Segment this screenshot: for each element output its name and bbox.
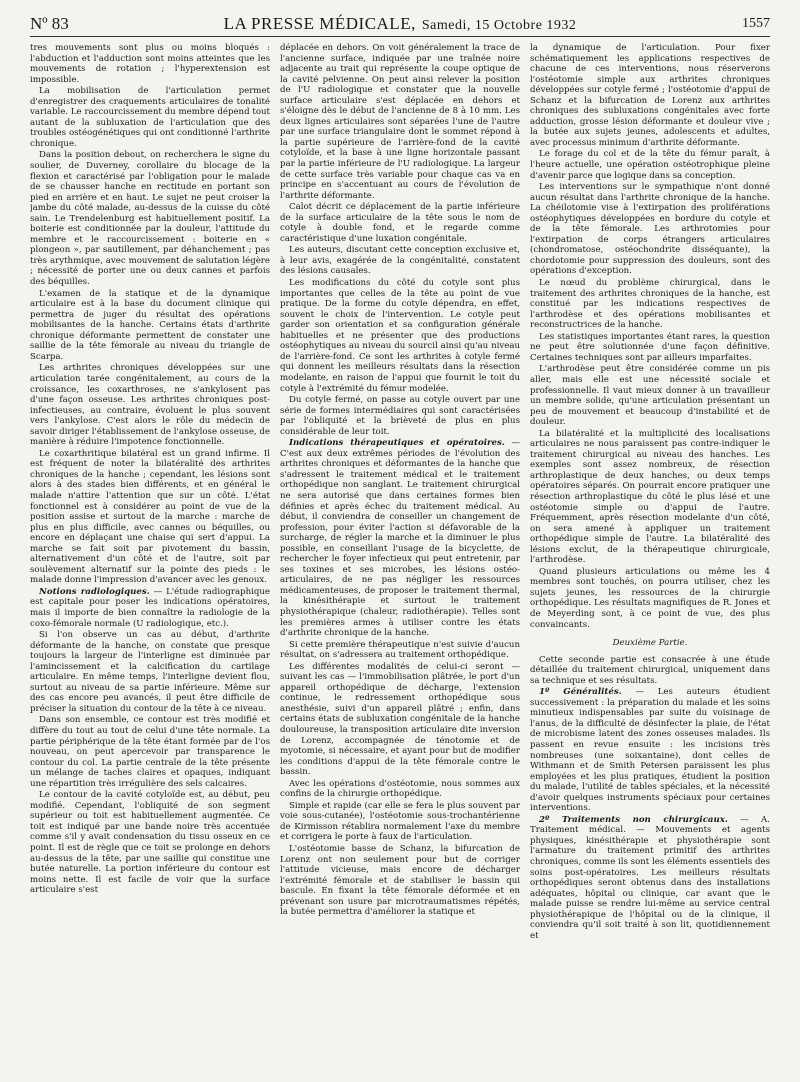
paragraph: Si l'on observe un cas au début, d'arthrite déformante de la hanche, on constate que presque toujours la largeur de l'interligne est diminuée par l'amincissement et la calcification du cartilage articulaire. En même temps, l'interligne devient flou, surtout au niveau de sa partie inférieure. Même sur des cas encore peu avancés, il peut être difficile de préciser la situation du contour de la tête à ce niveau.	[30, 630, 270, 714]
paragraph: Les interventions sur le sympathique n'ont donné aucun résultat dans l'arthrite chronique de la hanche. La chéilotomie vise à l'extirpation des proliférations ostéophytiques développées en bordure du cotyle et de la tête fémorale. Les arthrotomies pour l'extirpation de corps étrangers articulaires (chondromatose, ostéochondrite disséquante), la chordotomie pour suppression des douleurs, sont des opérations d'exception.	[530, 182, 770, 277]
column-middle	[280, 43, 520, 1073]
paragraph: Calot décrit ce déplacement de la partie inférieure de la surface articulaire de la tête sous le nom de cotyle à double fond, et le regarde comme caractéristique d'une luxation congénitale.	[280, 202, 520, 244]
paragraph: Le coxarthritique bilatéral est un grand infirme. Il est fréquent de noter la bilatéralité des arthrites chroniques de la hanche ; cependant, les lésions sont alors à des stades bien différents, et en général le malade n'attire l'attention que sur un côté. L'état fonctionnel est à considérer au point de vue de la position assise et surtout de la marche : marche de plus en plus difficile, avec cannes ou béquilles, ou encore en déplaçant une chaise qui sert d'appui. La marche se fait soit par pivotement du bassin, alternativement d'un côté et de l'autre, soit par soulèvement alternatif sur la pointe des pieds : le malade donne l'impression d'avancer avec les genoux.	[30, 448, 270, 586]
paragraph: Les modifications du côté du cotyle sont plus importantes que celles de la tête au point de vue pratique. De la forme du cotyle dépendra, en effet, souvent le choix de l'intervention. Le cotyle peut garder son orientation et sa configuration générale habituelles et ne présenter que des productions ostéophytiques au niveau du sourcil ainsi qu'au niveau de l'arrière-fond. Ce sont les arthrites à cotyle fermé qui donnent les meilleurs résultats dans la résection modelante, en raison de l'appui que fournit le toit du cotyle à l'extrémité du fémur modelée.	[280, 278, 520, 394]
run-in-heading: Indications thérapeutiques et opératoires.	[289, 438, 505, 449]
paragraph: Les différentes modalités de celui-ci seront — suivant les cas — l'immobilisation plâtrée, le port d'un appareil orthopédique de décharge, l'extension continue, le redressement orthopédique sous anesthésie, suivi d'un appareil plâtré ; enfin, dans certains états de subluxation congénitale de la hanche douloureuse, la transposition articulaire dite inversion de Lorenz, accompagnée de ténotomie et de myotomie, si nécessaire, et ayant pour but de modifier les conditions d'appui de la tête fémorale contre le bassin.	[280, 661, 520, 778]
paragraph: déplacée en dehors. On voit généralement la trace de l'ancienne surface, indiquée par une traînée noire adjacente au trait qui représente la coupe optique de la cavité pelvienne. On peut ainsi relever la position de l'U radiologique et constater que la nouvelle surface articulaire s'est déplacée en dehors et s'éloigne dès le début de l'ancienne de 8 à 10 mm. Les deux lignes articulaires sont séparées l'une de l'autre par une surface triangulaire dont le sommet répond à la partie supérieure de l'arrière-fond de la cavité cotyloïde, et la base à une ligne horizontale passant par la partie inférieure de l'U radiologique. La largeur de cette surface très variable pour chaque cas va en principe en s'accentuant au cours de l'évolution de l'arthrite déformante.	[280, 43, 520, 201]
paragraph: La mobilisation de l'articulation permet d'enregistrer des craquements articulaires de tonalité variable. Le raccourcissement du membre dépend tout autant de la subluxation de l'articulation que des troubles ostéogénétiques qui ont conditionné l'arthrite chronique.	[30, 86, 270, 149]
paragraph: tres mouvements sont plus ou moins bloqués : l'abduction et l'adduction sont moins atteintes que les mouvements de rotation ; l'hyperextension est impossible.	[30, 43, 270, 85]
paragraph: La bilatéralité et la multiplicité des localisations articulaires ne nous paraissent pas contre-indiquer le traitement chirurgical au niveau des hanches. Les exemples sont assez nombreux, de résection arthroplastique de deux hanches, ou deux temps opératoires séparés. On pourrait encore pratiquer une résection arthroplastique du côté le plus lésé et une ostéotomie simple ou d'appui de l'autre. Fréquemment, après résection modelante d'un côté, on sera amené à appliquer un traitement orthopédique simple de l'autre. La bilatéralité des lésions exclut, de la thérapeutique chirurgicale, l'arthrodèse.	[530, 428, 770, 566]
paragraph: Quand plusieurs articulations ou même les 4 membres sont touchés, on pourra utiliser, chez les sujets jeunes, les ressources de la chirurgie orthopédique. Les résultats magnifiques de R. Jones et de Meyerding sont, à ce point de vue, des plus convaincants.	[530, 566, 770, 630]
issue-date: Samedi, 15 Octobre 1932	[421, 18, 577, 33]
page-header	[30, 14, 770, 37]
paragraph: Simple et rapide (car elle se fera le plus souvent par voie sous-cutanée), l'ostéotomie sous-trochantérienne de Kirmisson rétablira normalement l'axe du membre et corrigera le porte à faux de l'articulation.	[280, 800, 520, 843]
column-right	[530, 43, 770, 1073]
journal-title: LA PRESSE MÉDICALE,	[223, 14, 416, 33]
run-in-heading: 1º Généralités.	[539, 687, 622, 698]
text-columns	[30, 43, 770, 1073]
paragraph: Dans la position debout, on recherchera le signe du soulier, de Duverney, corollaire du blocage de la flexion et caractérisé par l'obligation pour le malade de se chausser hanche en rectitude en portant son pied en arrière et en haut. Le sujet ne peut croiser la jambe du côté malade, au-dessus de la cuisse du côté sain. Le Trendelenburg est habituellement positif. La boiterie est conditionnée par la douleur, l'attitude du membre et le raccourcissement : boiterie en « plongeon », par sautillement, par déhanchement ; pas très arythmique, avec mouvement de salutation légère ; nécessité de porter une ou deux cannes et parfois des béquilles.	[30, 150, 270, 288]
run-in-heading: 2º Traitements non chirurgicaux.	[539, 814, 728, 825]
column-left	[30, 43, 270, 1073]
paragraph: 2º Traitements non chirurgicaux. — A. Traitement médical. — Mouvements et agents physiques, kinésithérapie et physiothérapie sont l'armature du traitement primitif des arthrites chroniques, comme ils sont les éléments essentiels des soins post-opératoires. Les meilleurs résultats orthopédiques seront obtenus dans des installations adéquates, hôpital ou clinique, car avant que le malade puisse se rendre lui-même au service central physiothérapique de l'hôpital ou de la clinique, il conviendra qu'il soit traité à son lit, quotidiennement et	[530, 814, 770, 941]
paragraph: Dans son ensemble, ce contour est très modifié et diffère du tout au tout de celui d'une tête normale. La partie périphérique de la tête étant formée par de l'os nouveau, on peut apercevoir par transparence le contour du col. La partie centrale de la tête présente un mélange de taches claires et opaques, indiquant une répartition très irrégulière des sels calcaires.	[30, 715, 270, 789]
paragraph: Si cette première thérapeutique n'est suivie d'aucun résultat, on s'adressera au traitement orthopédique.	[280, 639, 520, 661]
paragraph: Les auteurs, discutant cette conception exclusive et, à leur avis, exagérée de la congénitalité, constatent des lésions causales.	[280, 245, 520, 277]
paragraph: Notions radiologiques. — L'étude radiographique est capitale pour poser les indications opératoires, mais il importe de bien connaître la radiologie de la coxo-fémorale normale (U radiologique, etc.).	[30, 586, 270, 629]
issue-number: Nº 83	[30, 14, 69, 33]
paragraph: Avec les opérations d'ostéotomie, nous sommes aux confins de la chirurgie orthopédique.	[280, 778, 520, 800]
paragraph: L'arthrodèse peut être considérée comme un pis aller, mais elle est une nécessité sociale et professionnelle. Il vaut mieux donner à un travailleur un membre solide, qu'une articulation présentant un peu de mouvement et beaucoup d'instabilité et de douleur.	[530, 364, 770, 428]
run-in-heading: Notions radiologiques.	[39, 586, 150, 597]
paragraph: 1º Généralités. — Les auteurs étudient successivement : la préparation du malade et les soins minutieux indispensables par suite du voisinage de l'anus, de la difficulté de désinfecter la plaie, de l'état de microbisme latent des zones osseuses malades. Ils passent en revue ensuite : les incisions très nombreuses (une soixantaine), dont celles de Withmann et de Smith Petersen paraissent les plus employées et les plus pratiques, étudient la position du malade, l'utilité de tables spéciales, et la nécessité d'avoir quelques instruments spéciaux pour certaines interventions.	[530, 687, 770, 814]
paragraph: L'ostéotomie basse de Schanz, la bifurcation de Lorenz ont non seulement pour but de corriger l'attitude vicieuse, mais encore de décharger l'extrémité fémorale et de stabiliser le bassin qui bascule. En fixant la tête fémorale déformée et en prévenant son usure par microtraumatismes répétés, la butée permettra d'améliorer la statique et	[280, 844, 520, 918]
paragraph: Le contour de la cavité cotyloïde est, au début, peu modifié. Cependant, l'obliquité de son segment supérieur ou toit est habituellement augmentée. Ce toit est indiqué par une bande noire très accentuée comme s'il y avait condensation du tissu osseux en ce point. Il est de règle que ce toit se prolonge en dehors au-dessus de la tête, par une saillie qui constitue une butée naturelle. La portion inférieure du contour est moins nette. Il est facile de voir que la surface articulaire s'est	[30, 790, 270, 896]
journal-title-line	[30, 14, 770, 34]
paragraph: Les arthrites chroniques développées sur une articulation tarée congénitalement, au cours de la croissance, les coxarthroses, ne s'ankylosent pas d'une façon osseuse. Les arthrites chroniques post-infectieuses, au contraire, évoluent le plus souvent vers l'ankylose. C'est alors le rôle du médecin de savoir diriger l'établissement de l'ankylose osseuse, de manière à réduire l'impotence fonctionnelle.	[30, 363, 270, 448]
paragraph: Le nœud du problème chirurgical, dans le traitement des arthrites chroniques de la hanche, est constitué par les indications respectives de l'arthrodèse et des opérations mobilisantes et reconstructrices de la hanche.	[530, 278, 770, 331]
paragraph: Du cotyle fermé, on passe au cotyle ouvert par une série de formes intermédiaires qui sont caractérisées par l'obliquité et la brièveté de plus en plus considérable de leur toit.	[280, 395, 520, 437]
paragraph: Le forage du col et de la tête du fémur paraît, à l'heure actuelle, une opération ostéotrophique pleine d'avenir parce que logique dans sa conception.	[530, 149, 770, 181]
page-number: 1557	[742, 16, 770, 31]
paragraph: Cette seconde partie est consacrée à une étude détaillée du traitement chirurgical, uniquement dans sa technique et ses résultats.	[530, 654, 770, 686]
paragraph: L'examen de la statique et de la dynamique articulaire est à la base du document clinique qui permettra de juger du résultat des opérations mobilisantes de la hanche. Certains états d'arthrite chronique déformante permettent de constater une saillie de la tête fémorale au niveau du triangle de Scarpa.	[30, 288, 270, 362]
paragraph: la dynamique de l'articulation. Pour fixer schématiquement les applications respectives de chacune de ces interventions, nous réserverons l'ostéotomie simple aux arthrites chroniques développées sur cotyle fermé ; l'ostéotomie d'appui de Schanz et la bifurcation de Lorenz aux arthrites chroniques des subluxations congénitales avec forte adduction, grosse lésion déformante et douleur vive ; la butée aux sujets jeunes, adolescents et adultes, avec processus minimum d'arthrite déformante.	[530, 43, 770, 148]
paragraph: Les statistiques importantes étant rares, la question ne peut être solutionnée d'une façon définitive. Certaines techniques sont par ailleurs imparfaites.	[530, 331, 770, 363]
section-heading: Deuxième Partie.	[612, 638, 688, 649]
paragraph: Indications thérapeutiques et opératoires. — C'est aux deux extrêmes périodes de l'évolution des arthrites chroniques et déformantes de la hanche que s'adressent le traitement médical et le traitement orthopédique non sanglant. Le traitement chirurgical ne sera autorisé que dans certaines formes bien définies et après échec du traitement médical. Au début, il conviendra de conseiller un changement de profession, pour éviter l'action si défavorable de la surcharge, de régler la marche et la diminuer le plus possible, en conseillant l'usage de la bicyclette, de rechercher le foyer infectieux qui peut entretenir, par ses toxines et ses microbes, les lésions ostéo-articulaires, de ne pas négliger les ressources médicamenteuses, de proposer le traitement thermal, la kinésithérapie et surtout le traitement physiothérapique (chaleur, radiothérapie). Telles sont les premières armes à utiliser contre les états d'arthrite chronique de la hanche.	[280, 438, 520, 639]
